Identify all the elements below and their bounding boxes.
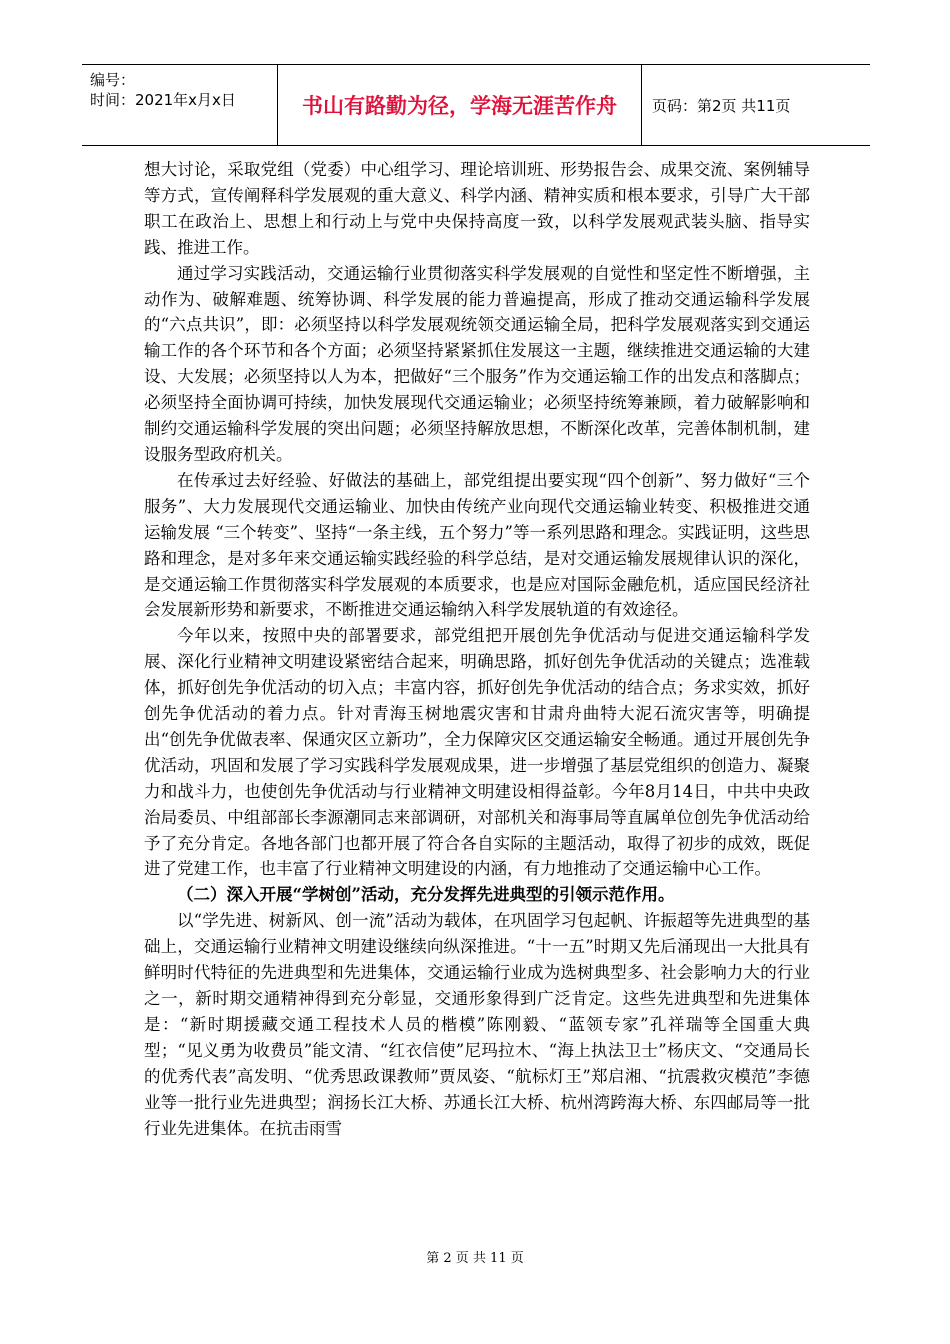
header-meta	[82, 65, 277, 145]
body-paragraph: 在传承过去好经验、好做法的基础上，部党组提出要实现“四个创新”、努力做好“三个服务”、大力发展现代交通运输业、加快由传统产业向现代交通运输业转变、积极推进交通运输发展 “三个转变”、坚持“一条主线，五个努力”等一系列思路和理念。实践证明，这些思路和理念，是对多年来交通运输实践经验的科学总结，是对交通运输发展规律认识的深化，是交通运输工作贯彻落实科学发展观的本质要求，也是应对国际金融危机，适应国民经济社会发展新形势和新要求，不断推进交通运输纳入科学发展轨道的有效途径。	[144, 470, 810, 620]
body-paragraph: 以“学先进、树新风、创一流”活动为载体，在巩固学习包起帆、许振超等先进典型的基础上，交通运输行业精神文明建设继续向纵深推进。“十一五”时期又先后涌现出一大批具有鲜明时代特征的先进典型和先进集体，交通运输行业成为选树典型多、社会影响力大的行业之一，新时期交通精神得到充分彰显，交通形象得到广泛肯定。这些先进典型和先进集体是：“新时期援藏交通工程技术人员的楷模”陈刚毅、“蓝领专家”孔祥瑞等全国重大典型；“见义勇为收费员”能文清、“红衣信使”尼玛拉木、“海上执法卫士”杨庆文、“交通局长的优秀代表”高发明、“优秀思政课教师”贾凤姿、“航标灯王”郑启湘、“抗震救灾模范”李德业等一批行业先进典型；润扬长江大桥、苏通长江大桥、杭州湾跨海大桥、东四邮局等一批行业先进集体。在抗击雨雪	[144, 911, 810, 1138]
document-time-label: 时间：2021年x月x日	[90, 91, 236, 109]
header-motto: 书山有路勤为径，学海无涯苦作舟	[277, 65, 642, 145]
page-footer: 第 2 页 共 11 页	[426, 1251, 524, 1266]
body-paragraph: 今年以来，按照中央的部署要求，部党组把开展创先争优活动与促进交通运输科学发展、深化行业精神文明建设紧密结合起来，明确思路，抓好创先争优活动的关键点；选准载体，抓好创先争优活动的切入点；丰富内容，抓好创先争优活动的结合点；务求实效，抓好创先争优活动的着力点。针对青海玉树地震灾害和甘肃舟曲特大泥石流灾害等，明确提出“创先争优做表率、保通灾区立新功”，全力保障灾区交通运输安全畅通。通过开展创先争优活动，巩固和发展了学习实践科学发展观成果，进一步增强了基层党组织的创造力、凝聚力和战斗力，也使创先争优活动与行业精神文明建设相得益彰。今年8月14日，中共中央政治局委员、中组部部长李源潮同志来部调研，对部机关和海事局等直属单位创先争优活动给予了充分肯定。各地各部门也都开展了符合各自实际的主题活动，取得了初步的成效，既促进了党建工作，也丰富了行业精神文明建设的内涵，有力地推动了交通运输中心工作。	[144, 626, 810, 879]
header-page-info: 页码：第2页 共11页	[652, 96, 791, 115]
document-number-label: 编号：	[90, 71, 136, 89]
document-body	[144, 157, 810, 1141]
section-heading: （二）深入开展“学树创”活动，充分发挥先进典型的引领示范作用。	[177, 885, 675, 905]
body-paragraph: 想大讨论，采取党组（党委）中心组学习、理论培训班、形势报告会、成果交流、案例辅导等方式，宣传阐释科学发展观的重大意义、科学内涵、精神实质和根本要求，引导广大干部职工在政治上、思想上和行动上与党中央保持高度一致，以科学发展观武装头脑、指导实践、推进工作。	[144, 160, 810, 257]
page-header	[82, 64, 870, 146]
body-paragraph: 通过学习实践活动，交通运输行业贯彻落实科学发展观的自觉性和坚定性不断增强，主动作为、破解难题、统筹协调、科学发展的能力普遍提高，形成了推动交通运输科学发展的“六点共识”，即：必须坚持以科学发展观统领交通运输全局，把科学发展观落实到交通运输工作的各个环节和各个方面；必须坚持紧紧抓住发展这一主题，继续推进交通运输的大建设、大发展；必须坚持以人为本，把做好“三个服务”作为交通运输工作的出发点和落脚点；必须坚持全面协调可持续，加快发展现代交通运输业；必须坚持统筹兼顾，着力破解影响和制约交通运输科学发展的突出问题；必须坚持解放思想，不断深化改革，完善体制机制，建设服务型政府机关。	[144, 263, 810, 464]
